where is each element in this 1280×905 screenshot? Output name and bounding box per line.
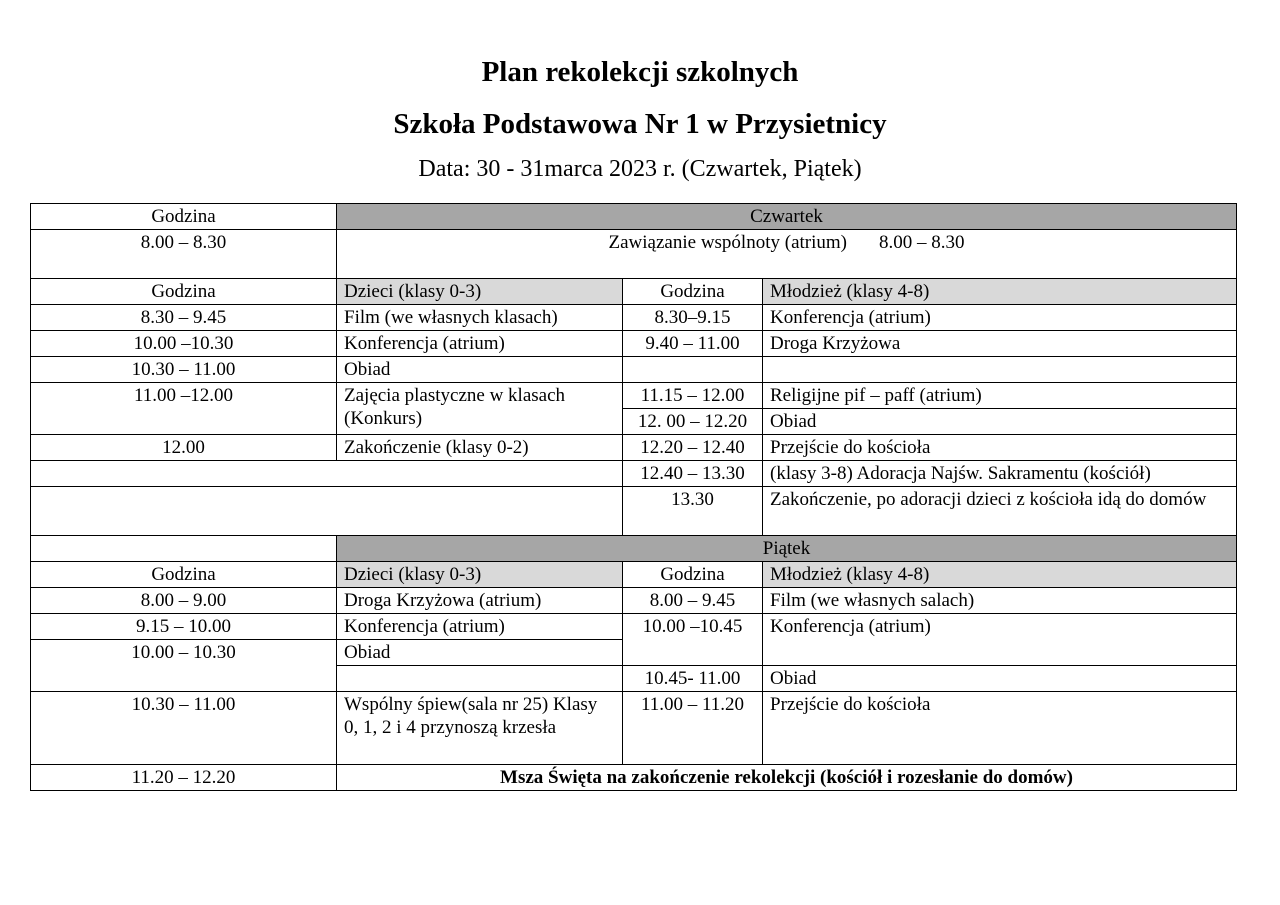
schedule-row	[31, 692, 1237, 765]
youth-header: Młodzież (klasy 4-8)	[763, 562, 1237, 588]
kids-time: 12.00	[31, 435, 337, 461]
empty-cell	[31, 461, 623, 487]
kids-activity: Obiad	[337, 640, 623, 666]
hour-header: Godzina	[623, 279, 763, 305]
kids-activity: Film (we własnych klasach)	[337, 305, 623, 331]
group-header-row	[31, 562, 1237, 588]
youth-time: 10.00 –10.45	[623, 614, 763, 666]
schedule-row	[31, 614, 1237, 640]
youth-time: 9.40 – 11.00	[623, 331, 763, 357]
kids-time: 8.30 – 9.45	[31, 305, 337, 331]
youth-activity: Konferencja (atrium)	[763, 614, 1237, 666]
youth-activity: Przejście do kościoła	[763, 435, 1237, 461]
kids-activity: Droga Krzyżowa (atrium)	[337, 588, 623, 614]
time-text: 8.00 – 8.30	[879, 232, 965, 253]
youth-activity: Przejście do kościoła	[763, 692, 1237, 765]
youth-time: 8.30–9.15	[623, 305, 763, 331]
schedule-row	[31, 357, 1237, 383]
date-line: Data: 30 - 31marca 2023 r. (Czwartek, Piątek)	[418, 156, 862, 182]
schedule-row	[31, 588, 1237, 614]
friday-header-row	[31, 536, 1237, 562]
kids-activity: Obiad	[337, 357, 623, 383]
empty-cell	[31, 487, 623, 536]
youth-time: 12.20 – 12.40	[623, 435, 763, 461]
mass-activity: Msza Święta na zakończenie rekolekcji (kościół i rozesłanie do domów)	[337, 765, 1237, 791]
opening-activity	[337, 230, 1237, 279]
youth-activity: Obiad	[763, 666, 1237, 692]
kids-header: Dzieci (klasy 0-3)	[337, 279, 623, 305]
kids-time: 8.00 – 9.00	[31, 588, 337, 614]
kids-activity: Zakończenie (klasy 0-2)	[337, 435, 623, 461]
hour-header: Godzina	[31, 204, 337, 230]
time-cell: 8.00 – 8.30	[31, 230, 337, 279]
kids-time: 10.00 –10.30	[31, 331, 337, 357]
kids-activity: Wspólny śpiew(sala nr 25) Klasy 0, 1, 2 i 4 przynoszą krzesła	[337, 692, 623, 765]
youth-time: 8.00 – 9.45	[623, 588, 763, 614]
schedule-row	[31, 305, 1237, 331]
youth-time: 10.45- 11.00	[623, 666, 763, 692]
kids-time: 10.30 – 11.00	[31, 692, 337, 765]
youth-activity: Religijne pif – paff (atrium)	[763, 383, 1237, 409]
youth-header: Młodzież (klasy 4-8)	[763, 279, 1237, 305]
empty-cell	[623, 357, 763, 383]
youth-activity: Droga Krzyżowa	[763, 331, 1237, 357]
school-name: Szkoła Podstawowa Nr 1 w Przysietnicy	[393, 108, 887, 140]
kids-time: 9.15 – 10.00	[31, 614, 337, 640]
schedule-row	[31, 487, 1237, 536]
group-header-row	[31, 279, 1237, 305]
kids-activity: Konferencja (atrium)	[337, 331, 623, 357]
activity-text: Zawiązanie wspólnoty (atrium)	[608, 232, 847, 253]
youth-time: 12. 00 – 12.20	[623, 409, 763, 435]
hour-header: Godzina	[31, 279, 337, 305]
schedule-row	[31, 383, 1237, 409]
day-header-thursday: Czwartek	[337, 204, 1237, 230]
youth-activity: Zakończenie, po adoracji dzieci z kościoła idą do domów	[763, 487, 1237, 536]
day-header-friday: Piątek	[337, 536, 1237, 562]
mass-time: 11.20 – 12.20	[31, 765, 337, 791]
hour-header: Godzina	[623, 562, 763, 588]
empty-cell	[337, 666, 623, 692]
youth-time: 11.00 – 11.20	[623, 692, 763, 765]
schedule-table	[30, 203, 1237, 791]
kids-time: 11.00 –12.00	[31, 383, 337, 435]
thursday-header-row	[31, 204, 1237, 230]
opening-row	[31, 230, 1237, 279]
youth-time: 12.40 – 13.30	[623, 461, 763, 487]
schedule-row	[31, 331, 1237, 357]
kids-header: Dzieci (klasy 0-3)	[337, 562, 623, 588]
youth-time: 13.30	[623, 487, 763, 536]
youth-activity: Konferencja (atrium)	[763, 305, 1237, 331]
schedule-row	[31, 435, 1237, 461]
youth-activity: Film (we własnych salach)	[763, 588, 1237, 614]
kids-activity: Konferencja (atrium)	[337, 614, 623, 640]
schedule-row	[31, 461, 1237, 487]
empty-cell	[763, 357, 1237, 383]
hour-header: Godzina	[31, 562, 337, 588]
youth-activity: (klasy 3-8) Adoracja Najśw. Sakramentu (kościół)	[763, 461, 1237, 487]
kids-time: 10.30 – 11.00	[31, 357, 337, 383]
youth-time: 11.15 – 12.00	[623, 383, 763, 409]
document-title: Plan rekolekcji szkolnych	[481, 56, 799, 88]
empty-cell	[31, 536, 337, 562]
mass-row	[31, 765, 1237, 791]
kids-activity: Zajęcia plastyczne w klasach (Konkurs)	[337, 383, 623, 435]
kids-time: 10.00 – 10.30	[31, 640, 337, 692]
youth-activity: Obiad	[763, 409, 1237, 435]
